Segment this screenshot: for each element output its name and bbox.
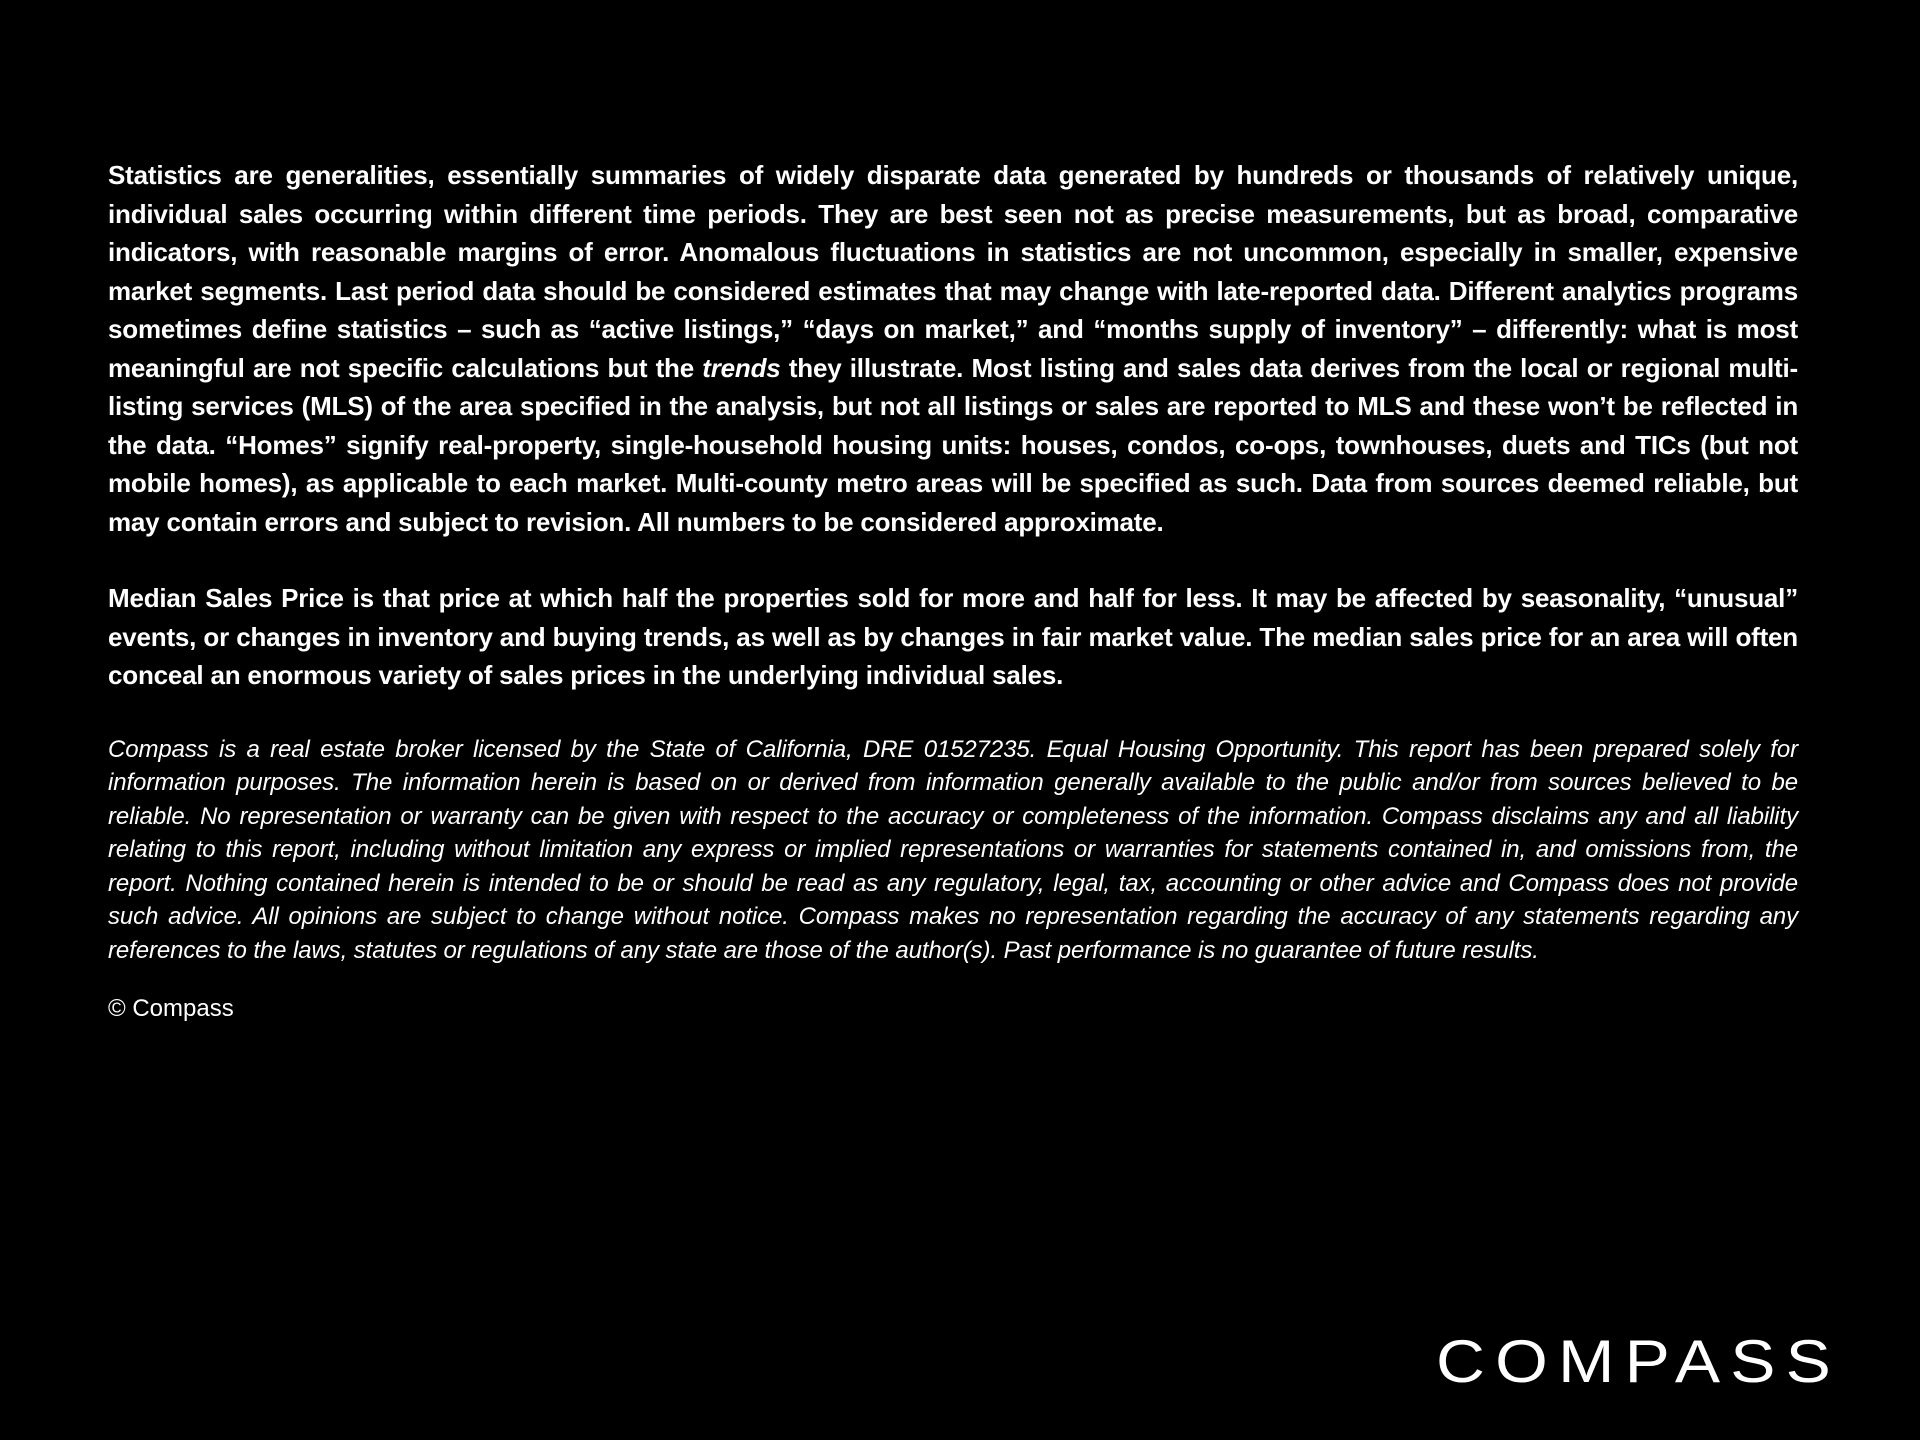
compass-logo-text: COMPASS	[1436, 1330, 1841, 1390]
statistics-text-start: Statistics are generalities, essentially summaries of widely disparate data generated by hundreds or thousands of relatively unique, individual sales occurring within different time periods. They are best seen not as precise measurements, but as broad, comparative indicators, with reasonable margins of error. Anomalous fluctuations in statistics are not uncommon, especially in smaller, expensive market segments. Last period data should be considered estimates that may change with late-reported data. Different analytics programs sometimes define statistics – such as “active listings,” “days on market,” and “months supply of inventory” – differently: what is most meaningful are not specific calculations but the	[108, 160, 1798, 383]
legal-disclaimer-paragraph: Compass is a real estate broker licensed by the State of California, DRE 01527235. Equal Housing Opportunity. This report has been prepared solely for information purposes. The information herein is based on or derived from information generally available to the public and/or from sources believed to be reliable. No representation or warranty can be given with respect to the accuracy or completeness of the information. Compass disclaims any and all liability relating to this report, including without limitation any express or implied representations or warranties for statements contained in, and omissions from, the report. Nothing contained herein is intended to be or should be read as any regulatory, legal, tax, accounting or other advice and Compass does not provide such advice. All opinions are subject to change without notice. Compass makes no representation regarding the accuracy of any statements regarding any references to the laws, statutes or regulations of any state are those of the author(s). Past performance is no guarantee of future results.	[108, 735, 1798, 965]
statistics-italic-word: trends	[702, 352, 781, 383]
median-sales-price-paragraph: Median Sales Price is that price at which half the properties sold for more and half for less. It may be affected by seasonality, “unusual” events, or changes in inventory and buying trends, as well as by changes in fair market value. The median sales price for an area will often conceal an enormous variety of sales prices in the underlying individual sales.	[108, 583, 1798, 690]
disclaimer-content	[108, 156, 1798, 1026]
copyright-notice: © Compass	[108, 994, 234, 1022]
statistics-paragraph	[108, 156, 1798, 541]
compass-logo	[1436, 1330, 1846, 1390]
statistics-text-end: they illustrate. Most listing and sales data derives from the local or regional multi-listing services (MLS) of the area specified in the analysis, but not all listings or sales are reported to MLS and these won’t be reflected in the data. “Homes” signify real-property, single-household housing units: houses, condos, co-ops, townhouses, duets and TICs (but not mobile homes), as applicable to each market. Multi-county metro areas will be specified as such. Data from sources deemed reliable, but may contain errors and subject to revision. All numbers to be considered approximate.	[108, 352, 1798, 537]
